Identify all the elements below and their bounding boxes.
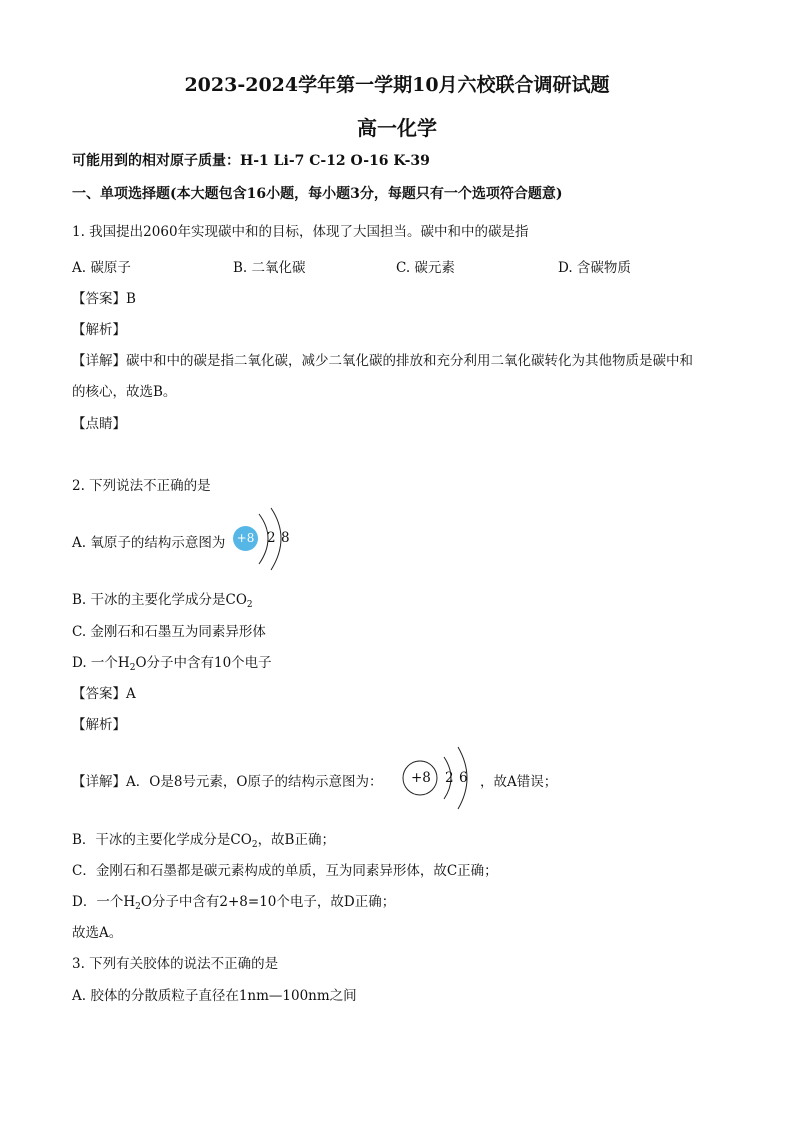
q2-analysis-label: 【解析】: [72, 717, 126, 733]
q1-option-a: A. 碳原子: [72, 260, 131, 276]
nucleus-label: +8: [411, 770, 431, 786]
shell-1-count: 2: [267, 530, 276, 546]
shell-2-count: 8: [281, 530, 290, 546]
detail-shell-2: 6: [459, 770, 468, 786]
q2-detail-b: B．干冰的主要化学成分是$CO_2$，故B正确；: [72, 832, 335, 850]
q3-option-a: A. 胶体的分散质粒子直径在1nm—100nm之间: [72, 988, 357, 1004]
q2-detail-a-end: ，故A错误；: [480, 774, 558, 790]
q2-detail-d: D．一个$H_2O$分子中含有2+8=10个电子，故D正确；: [72, 894, 396, 912]
q1-point-label: 【点睛】: [72, 416, 126, 432]
detail-shell-1: 2: [445, 770, 454, 786]
electron-shell-arcs: [255, 506, 295, 572]
q2-option-c: C. 金刚石和石墨互为同素异形体: [72, 624, 266, 640]
nucleus-badge: +8: [233, 526, 258, 551]
q1-option-b: B. 二氧化碳: [233, 260, 306, 276]
q1-detail-line1: 【详解】碳中和中的碳是指二氧化碳，减少二氧化碳的排放和充分利用二氧化碳转化为其他物质是碳中和: [72, 353, 693, 369]
section-heading: 一、单项选择题(本大题包含16小题，每小题3分，每题只有一个选项符合题意): [72, 186, 563, 202]
q2-detail-c: C．金刚石和石墨都是碳元素构成的单质，互为同素异形体，故C正确；: [72, 863, 498, 879]
q1-option-c: C. 碳元素: [396, 260, 455, 276]
q1-detail-line2: 的核心，故选B。: [72, 384, 177, 400]
q2-detail-a: 【详解】A．O是8号元素，O原子的结构示意图为：: [72, 774, 383, 790]
q2-option-d: D. 一个$H_2O$分子中含有10个电子: [72, 655, 272, 673]
q2-option-a: A. 氧原子的结构示意图为: [72, 535, 226, 551]
q2-option-b: B. 干冰的主要化学成分是$CO_2$: [72, 592, 253, 610]
q2-stem: 2. 下列说法不正确的是: [72, 478, 211, 494]
subject-title: 高一化学: [357, 116, 437, 140]
q2-answer: 【答案】A: [72, 686, 136, 702]
q2-conclusion: 故选A。: [72, 925, 123, 941]
q1-analysis-label: 【解析】: [72, 322, 126, 338]
q1-option-d: D. 含碳物质: [558, 260, 631, 276]
q1-answer: 【答案】B: [72, 291, 136, 307]
q1-stem: 1. 我国提出2060年实现碳中和的目标，体现了大国担当。碳中和中的碳是指: [72, 224, 529, 240]
atomic-mass-note: 可能用到的相对原子质量：H-1 Li-7 C-12 O-16 K-39: [72, 153, 430, 169]
page-title: 2023-2024学年第一学期10月六校联合调研试题: [184, 74, 610, 96]
q3-stem: 3. 下列有关胶体的说法不正确的是: [72, 956, 279, 972]
